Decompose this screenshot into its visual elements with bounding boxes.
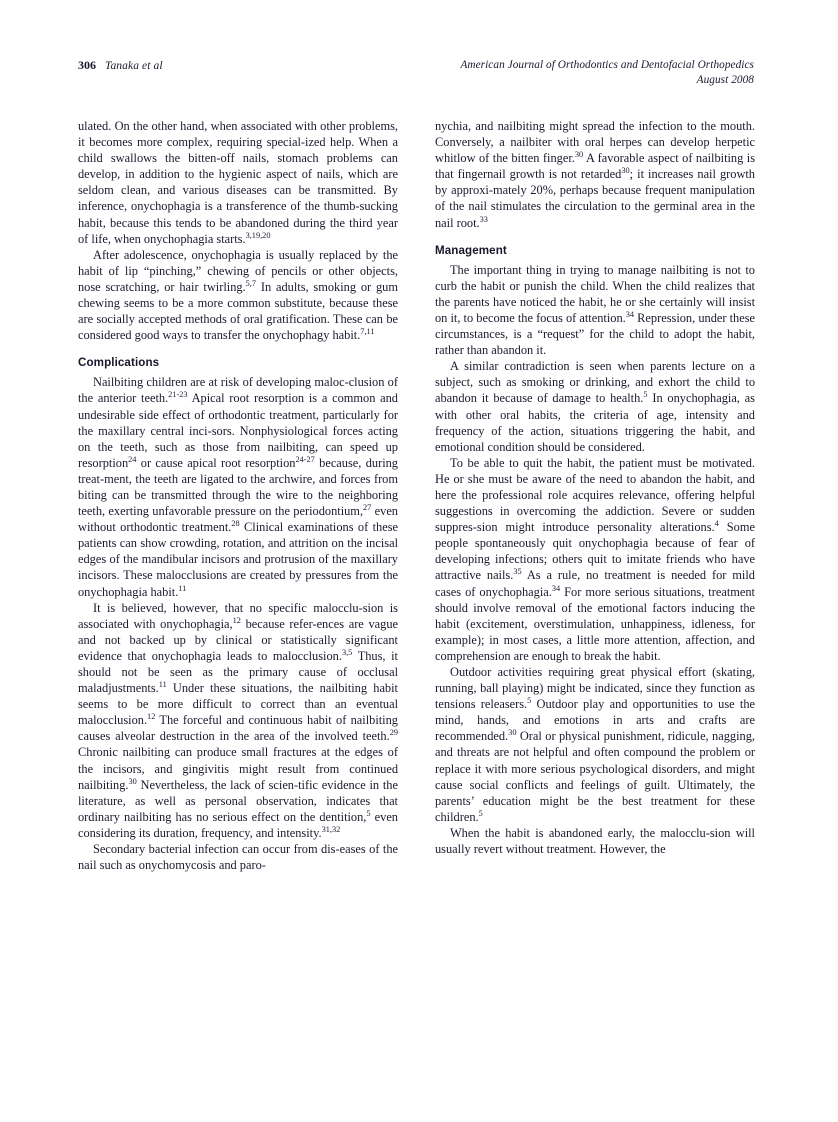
paragraph-text: or cause apical root resorption: [136, 455, 296, 470]
reference-marker: 31,32: [321, 824, 341, 834]
reference-marker: 35: [513, 567, 522, 577]
running-head-authors: Tanaka et al: [105, 60, 163, 72]
reference-marker: 12: [232, 615, 241, 625]
reference-marker: 34: [551, 583, 561, 593]
paragraph: [435, 358, 755, 455]
running-head-left: [78, 58, 163, 73]
issue-date: August 2008: [696, 74, 754, 87]
paragraph: [78, 247, 398, 344]
paragraph: [78, 374, 398, 599]
paragraph: [435, 455, 755, 664]
paragraph-text: To be able to quit the habit, the patient must be motivated. He or she must be aware of the need to abandon the habit, and here the professional role acquires relevance, offering helpful suggestions in overcoming the addiction. Severe or sudden suppres-sion might introduce personality alterations.: [435, 455, 755, 535]
body-columns: [78, 118, 754, 1043]
reference-marker: 5: [643, 390, 648, 400]
paragraph: [435, 262, 755, 359]
reference-marker: 7,11: [360, 327, 375, 337]
paragraph: [78, 600, 398, 841]
left-column: [78, 118, 398, 1043]
reference-marker: 28: [231, 519, 240, 529]
paragraph-text: Outdoor activities requiring great physical effort (skating, running, ball playing) might be indicated, since they function as tensions releasers.: [435, 665, 755, 712]
paragraph-text: For more serious situations, treatment should involve removal of the emotional factors inducing the habit (excitement, overstimulation, unhappiness, idleness, for example); in most cases, a little more attention, affection, and comprehension are enough to break the habit.: [435, 584, 755, 663]
reference-marker: 3,19,20: [245, 230, 271, 240]
reference-marker: 3,5: [341, 647, 353, 657]
paragraph-text: When the habit is abandoned early, the malocclu-sion will usually revert without treatment. However, the: [435, 825, 755, 857]
paragraph-text: ulated. On the other hand, when associated with other problems, it becomes more complex, requiring special-ized help. When a child swallows the bitten-off nails, stomach problems can develop, in addition to the hygienic aspect of nails, which are seldom clean, and various diseases can be transmitted. By inference, onychophagia is a transference of the thumb-sucking habit, because this tends to be abandoned during the third year of life, when onychophagia starts.: [78, 119, 398, 246]
paragraph-text: nychia, and nailbiting might spread the infection to the mouth. Conversely, a nailbiter with oral herpes can develop herpetic whitlow of the bitten finger.: [435, 119, 755, 166]
reference-marker: 33: [479, 214, 488, 224]
reference-marker: 34: [625, 309, 635, 319]
paragraph-text: Chronic nailbiting can produce small fractures at the edges of the incisors, and gingivitis might result from continued nailbiting.: [78, 745, 398, 792]
reference-marker: 21-23: [168, 390, 188, 400]
paragraph-text: The forceful and continuous habit of nailbiting causes alveolar destruction in the area of the involved teeth.: [78, 713, 398, 744]
reference-marker: 5: [366, 808, 371, 818]
running-head-right: [460, 58, 754, 89]
paragraph-text: In onychophagia, as with other oral habits, the criteria of age, intensity and frequency of the action, situations triggering the habit, and emotional condition should be considered.: [435, 391, 755, 454]
paragraph-text: Clinical examinations of these patients can show crowding, rotation, and attrition on the incisal edges of the mandibular incisors and protrusion of the maxillary incisors. These malocclusions are created by pressures from the onychophagia habit.: [78, 520, 398, 599]
reference-marker: 30: [128, 776, 137, 786]
paragraph-text: Oral or physical punishment, ridicule, nagging, and threats are not helpful and often compound the problem or replace it with more serious psychological disorders, and might cause social conflicts and feelings of guilt. Ultimately, the parents’ education might be the best treatment for these children.: [435, 729, 755, 824]
journal-title: American Journal of Orthodontics and Dentofacial Orthopedics: [460, 59, 754, 71]
paragraph-text: A favorable aspect of nailbiting is that fingernail growth is not retarded: [435, 151, 756, 182]
reference-marker: 11: [158, 680, 167, 690]
paragraph: [78, 118, 398, 247]
paragraph-text: even without orthodontic treatment.: [78, 504, 398, 535]
reference-marker: 11: [178, 583, 187, 593]
paragraph-text: Nevertheless, the lack of scien-tific evidence in the literature, as well as personal observation, indicates that ordinary nailbiting has no serious effect on the dentition,: [78, 777, 398, 824]
reference-marker: 29: [389, 728, 398, 738]
paragraph-text: Apical root resorption is a common and undesirable side effect of orthodontic treatment, particularly for the maxillary central inci-sors. Nonphysiological forces acting on the teeth, such as those from nailbiting, can speed up resorption: [78, 391, 398, 470]
paragraph-text: because, during treat-ment, the teeth are ligated to the archwire, and forces from biting can be transmitted through the wire to the neighboring teeth, exerting unfavorable pressure on the periodontium,: [78, 455, 398, 519]
paragraph-text: because refer-ences are vague and not backed up by clinical or statistically significant evidence that onychophagia leads to malocclusion.: [78, 616, 398, 663]
paragraph-text: Nailbiting children are at risk of developing maloc-clusion of the anterior teeth.: [78, 375, 398, 406]
paragraph-text: Some people spontaneously quit onychophagia because of fear of developing infections; others quit to imitate friends who have attractive nails.: [435, 520, 755, 583]
paragraph: [435, 118, 755, 231]
paragraph: [435, 664, 755, 825]
reference-marker: 5: [527, 696, 532, 706]
paragraph-text: The important thing in trying to manage nailbiting is not to curb the habit or punish the child. When the child realizes that the parents have noticed the habit, he or she certainly will insist on it, to become the focus of attention.: [435, 262, 755, 325]
section-heading-complications: Complications: [78, 356, 160, 370]
reference-marker: 4: [714, 519, 719, 529]
paragraph-text: In adults, smoking or gum chewing seems to be a more common substitute, because these are socially accepted methods of oral gratification. These can be considered good ways to transfer the onychophagy habit.: [78, 279, 398, 343]
reference-marker: 30: [508, 728, 517, 738]
reference-marker: 12: [147, 712, 156, 722]
paragraph-text: As a rule, no treatment is needed for mild cases of onychophagia.: [435, 568, 755, 599]
reference-marker: 30: [621, 166, 630, 176]
paragraph-text: It is believed, however, that no specific malocclu-sion is associated with onychophagia,: [78, 600, 398, 631]
paragraph-text: Thus, it should not be seen as the primary cause of occlusal maladjustments.: [78, 648, 398, 696]
reference-marker: 5: [478, 808, 483, 818]
reference-marker: 30: [574, 150, 584, 160]
paragraph-text: Under these situations, the nailbiting habit seems to be more difficult to correct than an eventual malocclusion.: [78, 681, 398, 728]
paragraph-text: Outdoor play and opportunities to use the mind, hands, and emotions in arts and crafts are recommended.: [435, 697, 755, 744]
reference-marker: 24-27: [295, 454, 315, 464]
paragraph-text: even considering its duration, frequency, and intensity.: [78, 809, 398, 840]
page-number: 306: [78, 58, 96, 72]
paragraph-text: ; it increases nail growth by approxi-mately 20%, perhaps because frequent manipulation of the nail stimulates the circulation to the germinal area in the nail root.: [435, 167, 755, 230]
paragraph-text: A similar contradiction is seen when parents lecture on a subject, such as smoking or drinking, and exhort the child to abandon it because of damage to health.: [435, 359, 755, 406]
paragraph: [78, 841, 398, 873]
paragraph-text: After adolescence, onychophagia is usually replaced by the habit of lip “pinching,” chewing of pencils or other objects, nose scratching, or hair twirling.: [78, 247, 398, 294]
paragraph-text: Secondary bacterial infection can occur from dis-eases of the nail such as onychomycosis and paro-: [78, 842, 398, 873]
section-heading-management: Management: [435, 243, 507, 257]
paragraph: [435, 825, 755, 857]
paragraph-text: Repression, under these circumstances, is a “request” for the child to adopt the habit, rather than abandon it.: [435, 310, 756, 358]
reference-marker: 27: [363, 503, 372, 513]
right-column: [435, 118, 755, 1043]
running-head: [78, 58, 754, 89]
reference-marker: 24: [128, 454, 137, 464]
reference-marker: 5,7: [245, 278, 257, 288]
